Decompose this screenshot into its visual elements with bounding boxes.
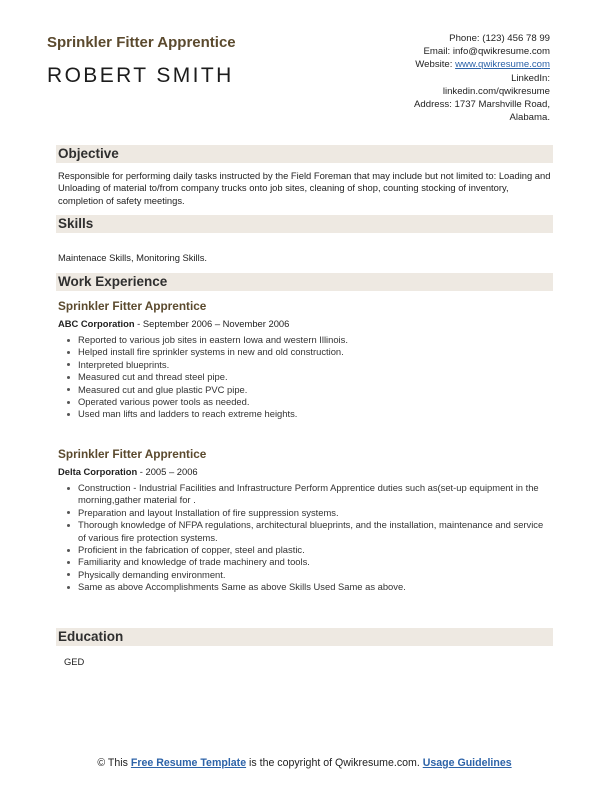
free-resume-template-link[interactable]: Free Resume Template [130, 757, 247, 769]
job-bullet: Construction - Industrial Facilities and Infrastructure Perform Apprentice duties such as(set-up equipment in the morning,gather material for . [58, 482, 552, 507]
header-job-title: Sprinkler Fitter Apprentice [47, 34, 236, 51]
section-header-education: Education [56, 628, 553, 646]
section-header-work-experience: Work Experience [56, 273, 553, 291]
job-bullet: Reported to various job sites in eastern Iowa and western Illinois. [58, 334, 552, 346]
job-bullet-list [58, 334, 552, 421]
skills-text: Maintenace Skills, Monitoring Skills. [58, 252, 208, 263]
job-title: Sprinkler Fitter Apprentice [58, 299, 207, 313]
job-bullet: Physically demanding environment. [58, 569, 552, 581]
job-bullet: Helped install fire sprinkler systems in new and old construction. [58, 346, 552, 358]
job-bullet: Thorough knowledge of NFPA regulations, architectural blueprints, and the installation, maintenance and service of various fire protection systems. [58, 519, 552, 544]
job-dates: - 2005 – 2006 [137, 466, 198, 477]
candidate-name: ROBERT SMITH [47, 64, 234, 87]
company-name: Delta Corporation [58, 466, 138, 477]
section-header-objective: Objective [56, 145, 553, 163]
education-text: GED [64, 656, 85, 667]
company-name: ABC Corporation [58, 318, 135, 329]
job-dates: - September 2006 – November 2006 [134, 318, 290, 329]
contact-phone: Phone: (123) 456 78 99 [449, 33, 550, 44]
job-company-line [58, 318, 289, 329]
section-header-skills: Skills [56, 215, 553, 233]
job-bullet: Interpreted blueprints. [58, 359, 552, 371]
footer-prefix: © This [97, 757, 131, 769]
job-bullet: Proficient in the fabrication of copper, steel and plastic. [58, 544, 552, 556]
contact-block [330, 32, 550, 124]
contact-linkedin-url: linkedin.com/qwikresume [442, 85, 550, 97]
job-bullet: Operated various power tools as needed. [58, 396, 552, 408]
job-company-line [58, 466, 198, 477]
job-bullet: Same as above Accomplishments Same as above Skills Used Same as above. [58, 581, 552, 593]
objective-text: Responsible for performing daily tasks instructed by the Field Foreman that may include but not limited to: Loading and Unloading of material to/from company trucks onto job sites, cleaning of shop, counting stocking of inventory, completion of safety meetings. [58, 170, 551, 206]
contact-linkedin-label: LinkedIn: [511, 72, 550, 84]
website-link[interactable]: www.qwikresume.com [455, 59, 550, 71]
contact-address-line1: Address: 1737 Marshville Road, [414, 99, 550, 111]
contact-email: Email: info@qwikresume.com [423, 46, 550, 58]
footer-middle: is the copyright of Qwikresume.com. [246, 757, 423, 769]
copyright-footer [56, 757, 553, 771]
job-bullet: Measured cut and thread steel pipe. [58, 371, 552, 383]
job-bullet-list [58, 482, 552, 594]
job-bullet: Measured cut and glue plastic PVC pipe. [58, 384, 552, 396]
job-bullet: Familiarity and knowledge of trade machinery and tools. [58, 556, 552, 568]
job-bullet: Used man lifts and ladders to reach extreme heights. [58, 408, 552, 420]
website-label: Website: [415, 59, 456, 71]
contact-website [330, 58, 550, 71]
contact-address-line2: Alabama. [509, 112, 550, 124]
job-title: Sprinkler Fitter Apprentice [58, 447, 207, 461]
job-bullet: Preparation and layout Installation of fire suppression systems. [58, 507, 552, 519]
usage-guidelines-link[interactable]: Usage Guidelines [422, 757, 512, 769]
